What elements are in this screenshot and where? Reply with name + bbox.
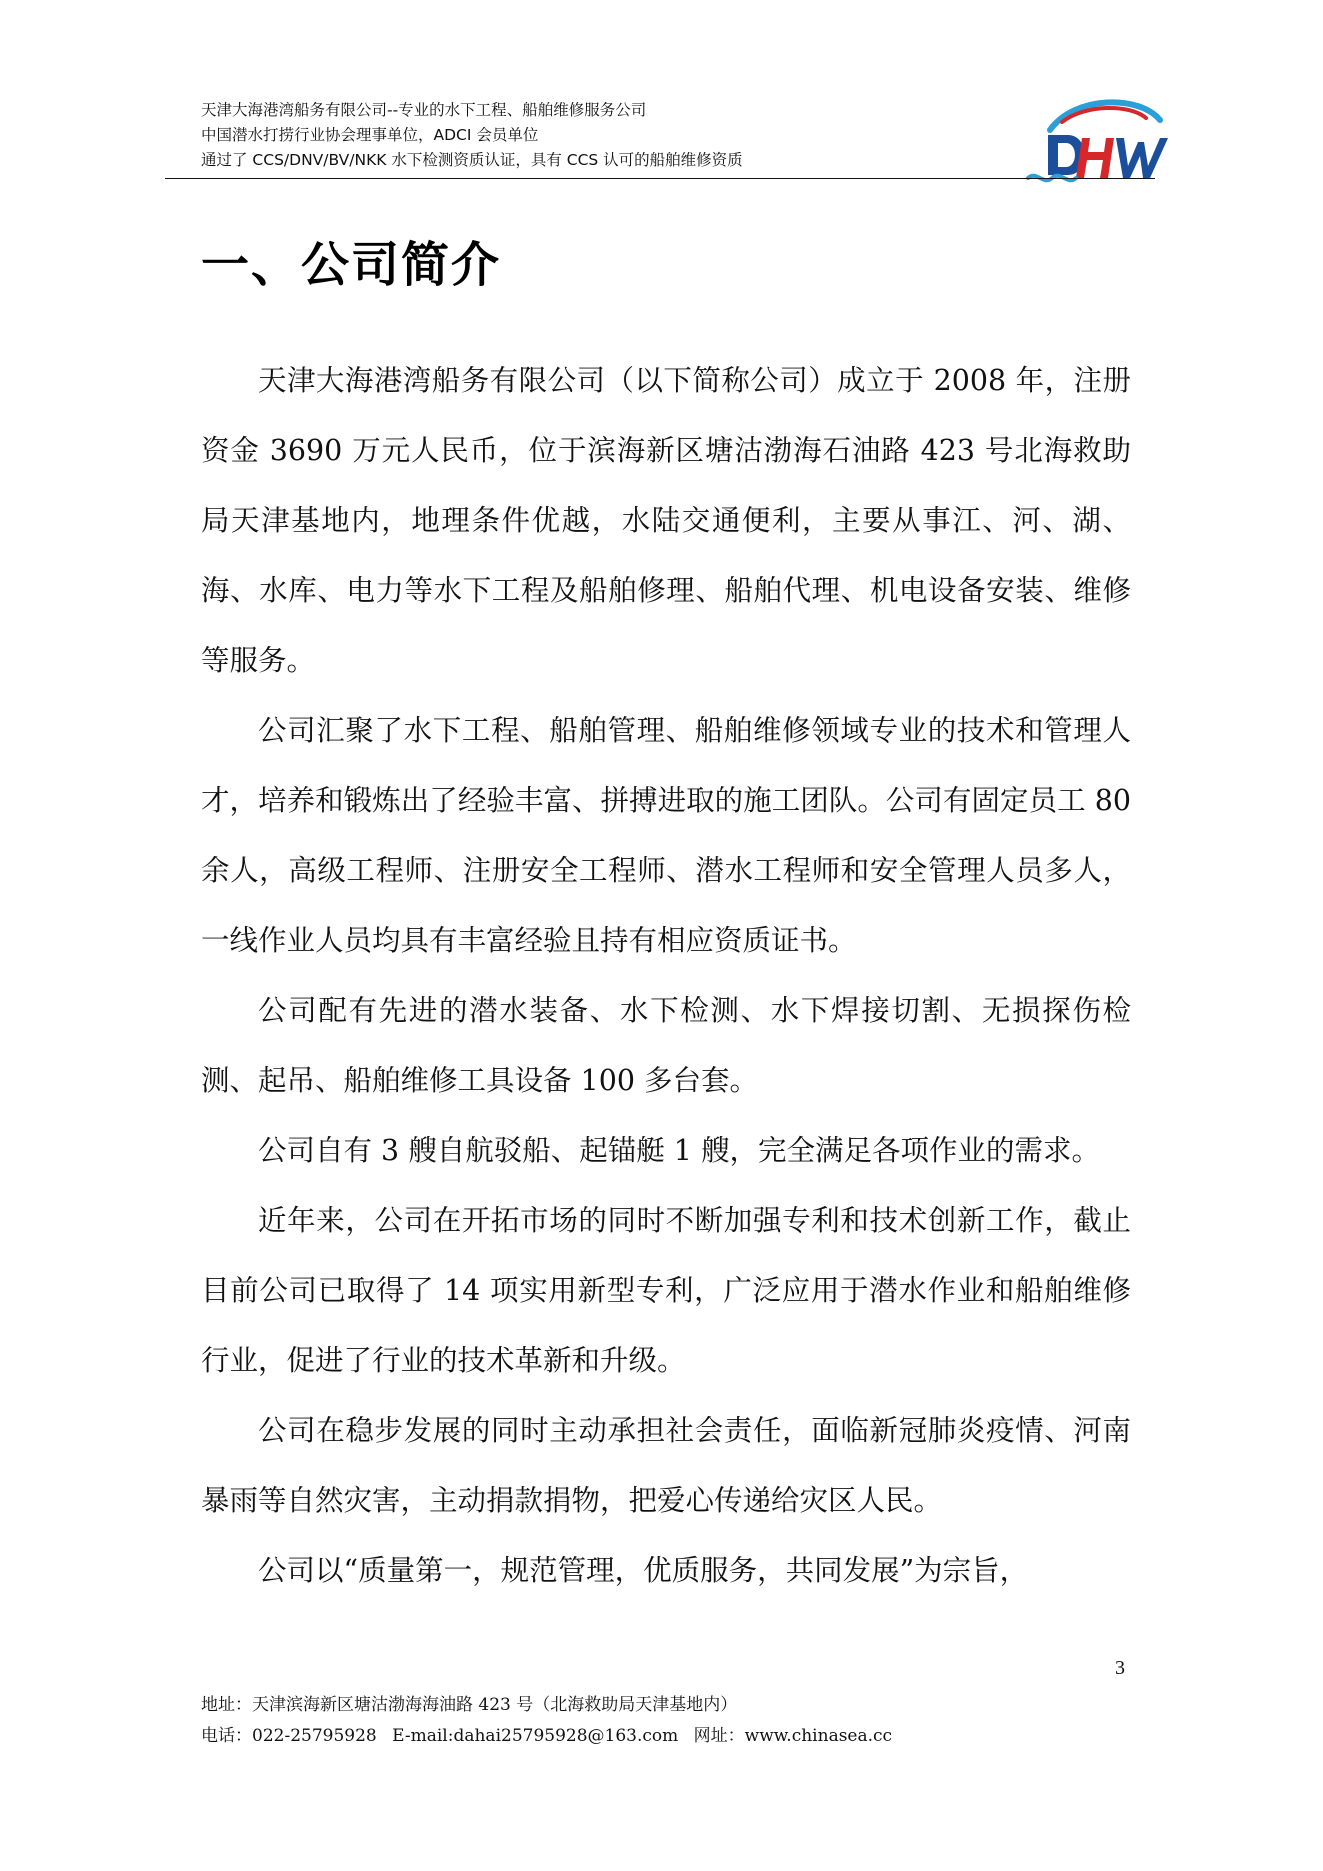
header-certification-line: 通过了 CCS/DNV/BV/NKK 水下检测资质认证，具有 CCS 认可的船舶维修资质 [201, 151, 743, 169]
footer-address: 地址：天津滨海新区塘沽渤海海油路 423 号（北海救助局天津基地内） [201, 1695, 738, 1715]
section-title: 一、公司简介 [201, 237, 502, 293]
footer-website: 网址：www.chinasea.cc [693, 1726, 893, 1746]
footer-contact-line [201, 1721, 1101, 1752]
paragraph-equipment: 公司配有先进的潜水装备、水下检测、水下焊接切割、无损探伤检测、起吊、船舶维修工具设备 100 多台套。 [201, 994, 1131, 1097]
page-footer [201, 1690, 1101, 1752]
paragraph-social-responsibility: 公司在稳步发展的同时主动承担社会责任，面临新冠肺炎疫情、河南暴雨等自然灾害，主动捐款捐物，把爱心传递给灾区人民。 [201, 1414, 1131, 1517]
logo-letter-w [1116, 138, 1168, 178]
header-company-line: 天津大海港湾船务有限公司--专业的水下工程、船舶维修服务公司 [201, 101, 647, 119]
footer-email: E-mail:dahai25795928@163.com [392, 1726, 679, 1746]
paragraph-vessels: 公司自有 3 艘自航驳船、起锚艇 1 艘，完全满足各项作业的需求。 [258, 1134, 1101, 1167]
page-number: 3 [1115, 1657, 1125, 1679]
header-divider [165, 178, 1155, 179]
body-text [201, 346, 1131, 1606]
footer-phone: 电话：022-25795928 [201, 1726, 377, 1746]
paragraph-talent: 公司汇聚了水下工程、船舶管理、船舶维修领域专业的技术和管理人才，培养和锻炼出了经验丰富、拼搏进取的施工团队。公司有固定员工 80 余人，高级工程师、注册安全工程师、潜水工程师和安全管理人员多人，一线作业人员均具有丰富经验且持有相应资质证书。 [201, 714, 1131, 957]
company-logo [1020, 90, 1180, 190]
logo-letter-h [1076, 138, 1114, 178]
header-membership-line: 中国潜水打捞行业协会理事单位，ADCI 会员单位 [201, 126, 539, 144]
paragraph-patents: 近年来，公司在开拓市场的同时不断加强专利和技术创新工作，截止目前公司已取得了 14 项实用新型专利，广泛应用于潜水作业和船舶维修行业，促进了行业的技术革新和升级。 [201, 1204, 1131, 1377]
paragraph-mission: 公司以“质量第一，规范管理，优质服务，共同发展”为宗旨， [258, 1554, 1029, 1587]
paragraph-company-overview: 天津大海港湾船务有限公司（以下简称公司）成立于 2008 年，注册资金 3690 万元人民币，位于滨海新区塘沽渤海石油路 423 号北海救助局天津基地内，地理条件优越，水陆交通便利，主要从事江、河、湖、海、水库、电力等水下工程及船舶修理、船舶代理、机电设备安装、维修等服务。 [201, 364, 1131, 677]
page-header [201, 98, 961, 173]
